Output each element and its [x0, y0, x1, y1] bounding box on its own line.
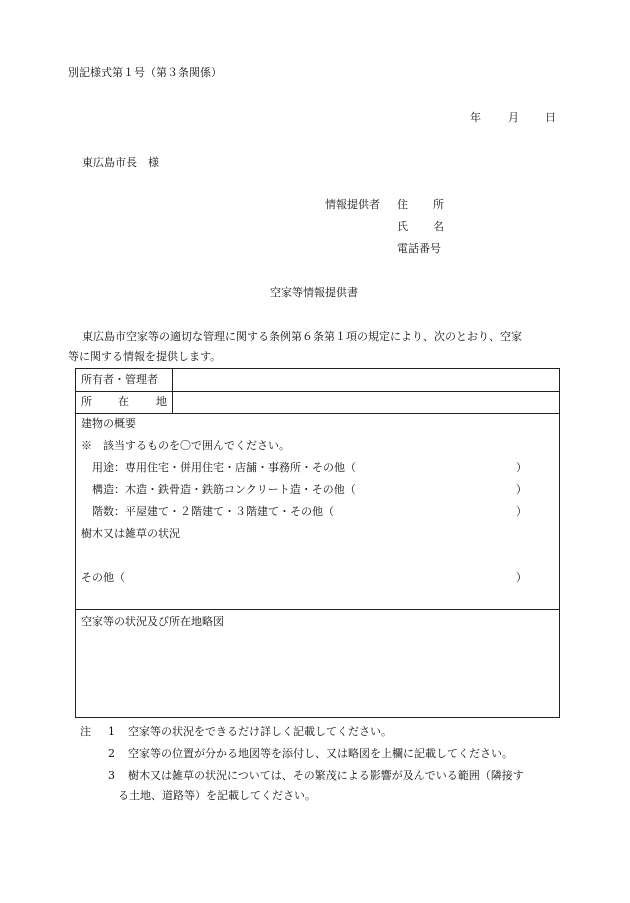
use-paren-close: ）: [516, 461, 527, 474]
location-label-2: 在: [118, 395, 129, 408]
floors-paren-close: ）: [516, 505, 527, 518]
date-day: 日: [545, 111, 556, 124]
map-label: 空家等の状況及び所在地略図: [81, 615, 224, 628]
use-line: 用途：専用住宅・併用住宅・店舗・事務所・その他（: [92, 461, 356, 474]
name-label-1: 氏: [397, 220, 408, 233]
note-3-text: 樹木又は雑草の状況については、その繁茂による影響が及んでいる範囲（隣接す: [128, 769, 524, 782]
address-label-1: 住: [397, 198, 408, 211]
circle-instruction: ※ 該当するものを〇で囲んでください。: [81, 439, 290, 452]
phone-label: 電話番号: [397, 242, 441, 255]
structure-paren-close: ）: [516, 483, 527, 496]
location-label-3: 地: [156, 395, 167, 408]
note-3-continuation: る土地、道路等）を記載してください。: [118, 789, 316, 802]
note-2-number: 2: [108, 747, 115, 760]
floors-line: 階数：平屋建て・２階建て・３階建て・その他（: [92, 505, 334, 518]
other-paren-close: ）: [516, 571, 527, 584]
other-label: その他（: [81, 571, 125, 584]
note-2-text: 空家等の位置が分かる地図等を添付し、又は略図を上欄に記載してください。: [128, 747, 513, 760]
note-1-number: 1: [108, 725, 115, 738]
address-label-2: 所: [433, 198, 444, 211]
date-month: 月: [508, 111, 519, 124]
document-title: 空家等情報提供書: [270, 286, 358, 299]
date-year: 年: [470, 111, 481, 124]
addressee: 東広島市長 様: [82, 156, 159, 169]
trees-label: 樹木又は雑草の状況: [81, 527, 180, 540]
location-label-1: 所: [81, 395, 92, 408]
name-label-2: 名: [433, 220, 444, 233]
structure-line: 構造：木造・鉄骨造・鉄筋コンクリート造・その他（: [92, 483, 356, 496]
owner-label: 所有者・管理者: [81, 373, 158, 386]
intro-line-2: 等に関する情報を提供します。: [68, 350, 222, 363]
note-1-text: 空家等の状況をできるだけ詳しく記載してください。: [128, 725, 392, 738]
intro-line-1: 東広島市空家等の適切な管理に関する条例第６条第１項の規定により、次のとおり、空家: [82, 330, 522, 343]
notes-prefix: 注: [80, 725, 91, 738]
provider-label: 情報提供者: [325, 198, 380, 211]
note-3-number: 3: [108, 769, 115, 782]
form-number: 別記様式第１号（第３条関係）: [68, 66, 222, 79]
info-form-table: [75, 368, 560, 718]
building-overview-label: 建物の概要: [81, 417, 136, 430]
